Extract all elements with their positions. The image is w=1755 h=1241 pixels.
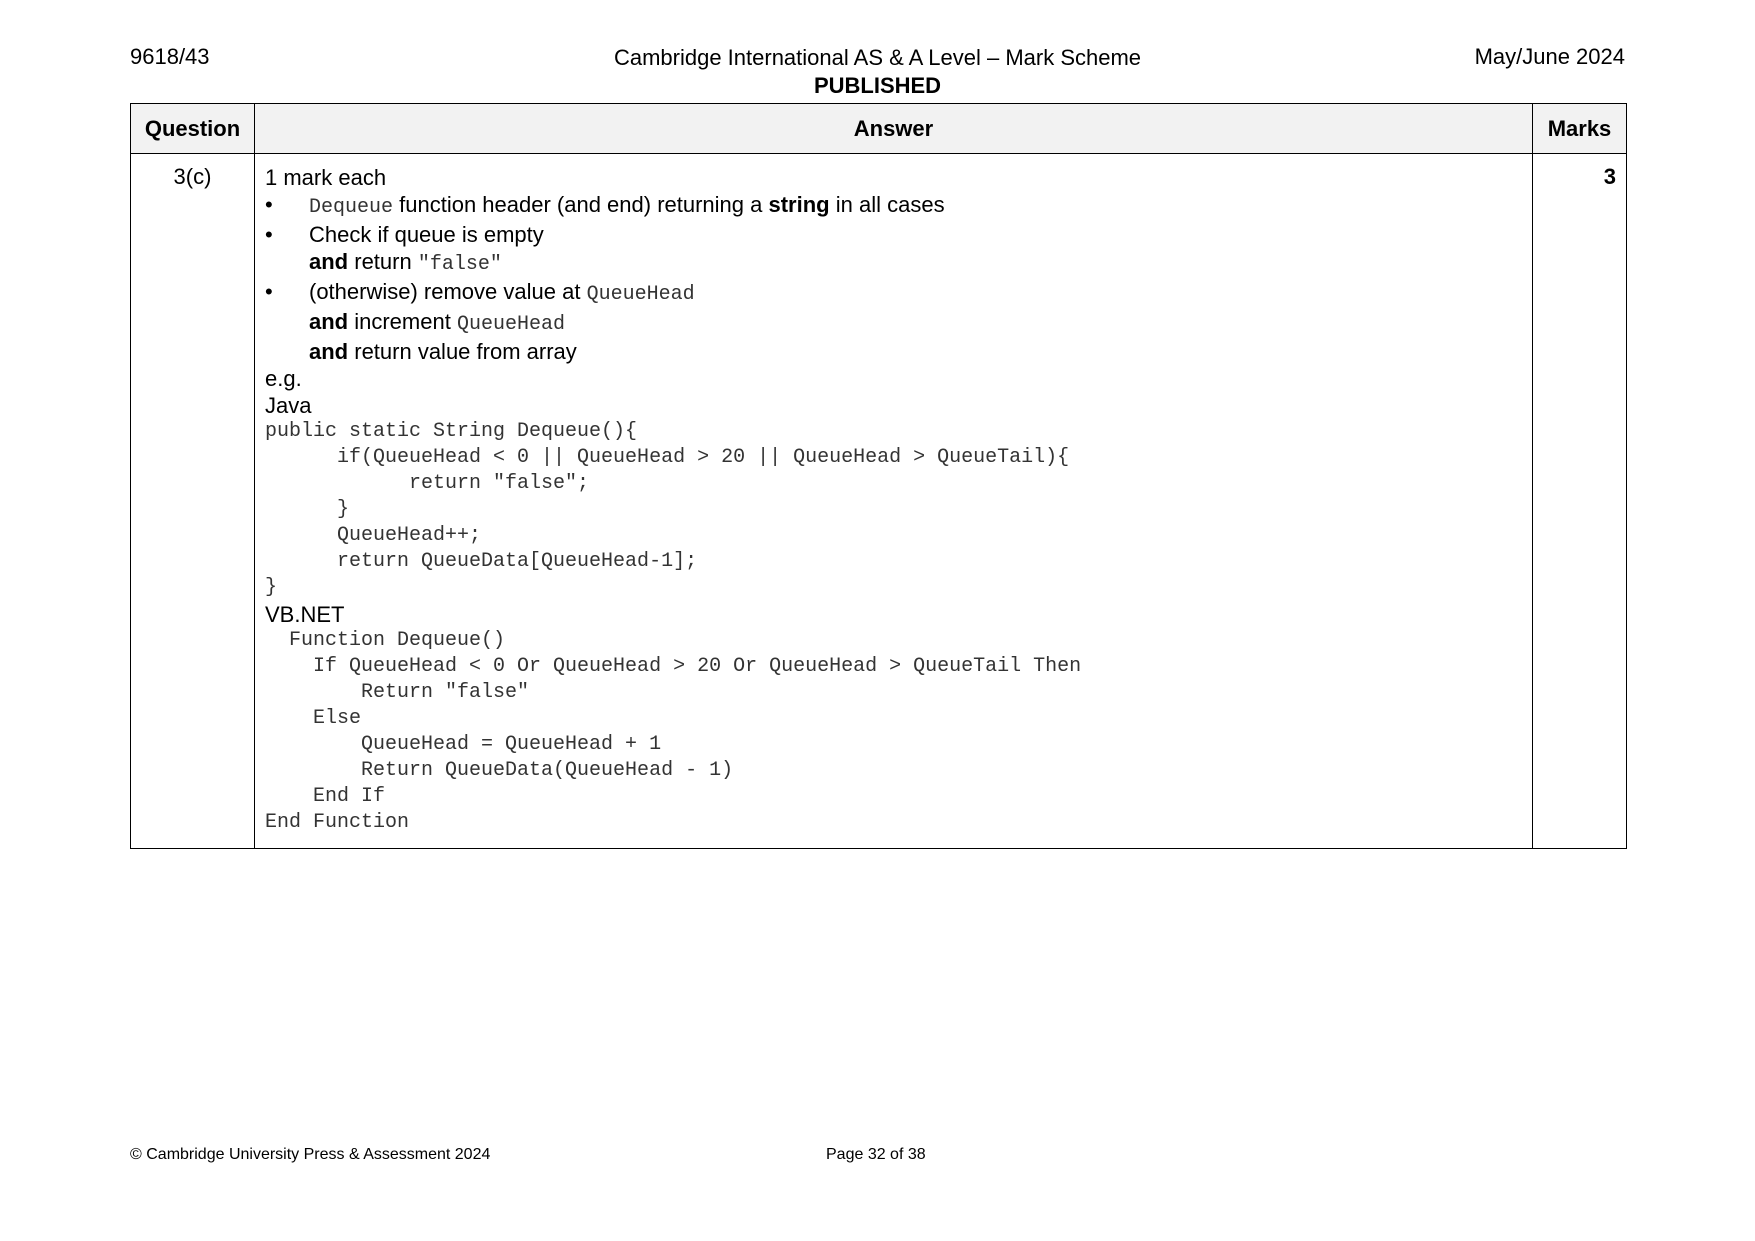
marks-value: 3 bbox=[1533, 154, 1627, 849]
marking-point-2-continuation: and return "false" bbox=[309, 249, 502, 276]
answer-cell bbox=[255, 154, 1533, 849]
table-row bbox=[131, 154, 1627, 849]
marking-intro: 1 mark each bbox=[265, 165, 387, 190]
marking-point-text: (otherwise) remove value at QueueHead bbox=[309, 279, 695, 306]
paper-code: 9618/43 bbox=[130, 44, 210, 69]
table-header-row bbox=[131, 104, 1627, 154]
example-label: e.g. bbox=[265, 366, 302, 391]
mark-scheme-table bbox=[130, 103, 1627, 849]
copyright-notice: © Cambridge University Press & Assessment 2024 bbox=[130, 1146, 491, 1163]
marking-point-3-continuation: and increment QueueHead bbox=[309, 309, 565, 336]
column-header-marks: Marks bbox=[1533, 104, 1627, 154]
page-number: Page 32 of 38 bbox=[826, 1146, 926, 1163]
published-label: PUBLISHED bbox=[813, 73, 942, 98]
marking-point-2 bbox=[265, 221, 1522, 248]
marking-point-3-continuation: and return value from array bbox=[309, 339, 577, 364]
bullet-icon: • bbox=[265, 192, 273, 217]
java-code-block: public static String Dequeue(){ if(QueueHead < 0 || QueueHead > 20 || QueueHead > QueueTail){ return "false"; } QueueHead++; return QueueData[QueueHead-1]; } bbox=[265, 420, 1070, 599]
bullet-icon: • bbox=[265, 279, 273, 304]
vbnet-label: VB.NET bbox=[265, 602, 345, 627]
question-number: 3(c) bbox=[131, 154, 255, 849]
column-header-answer: Answer bbox=[255, 104, 1533, 154]
bullet-icon: • bbox=[265, 222, 273, 247]
vbnet-code-block: Function Dequeue() If QueueHead < 0 Or QueueHead > 20 Or QueueHead > QueueTail Then Return "false" Else QueueHead = QueueHead + 1 Return QueueData(QueueHead - 1) End If End Function bbox=[265, 629, 1082, 834]
exam-session: May/June 2024 bbox=[1474, 44, 1625, 69]
column-header-question: Question bbox=[131, 104, 255, 154]
document-title: Cambridge International AS & A Level – Mark Scheme bbox=[613, 45, 1142, 70]
java-label: Java bbox=[265, 393, 312, 418]
marking-point-1 bbox=[265, 191, 1522, 221]
marking-point-text: Dequeue function header (and end) returning a string in all cases bbox=[309, 192, 945, 219]
marking-point-3 bbox=[265, 278, 1522, 308]
marking-point-text: Check if queue is empty bbox=[309, 222, 544, 247]
